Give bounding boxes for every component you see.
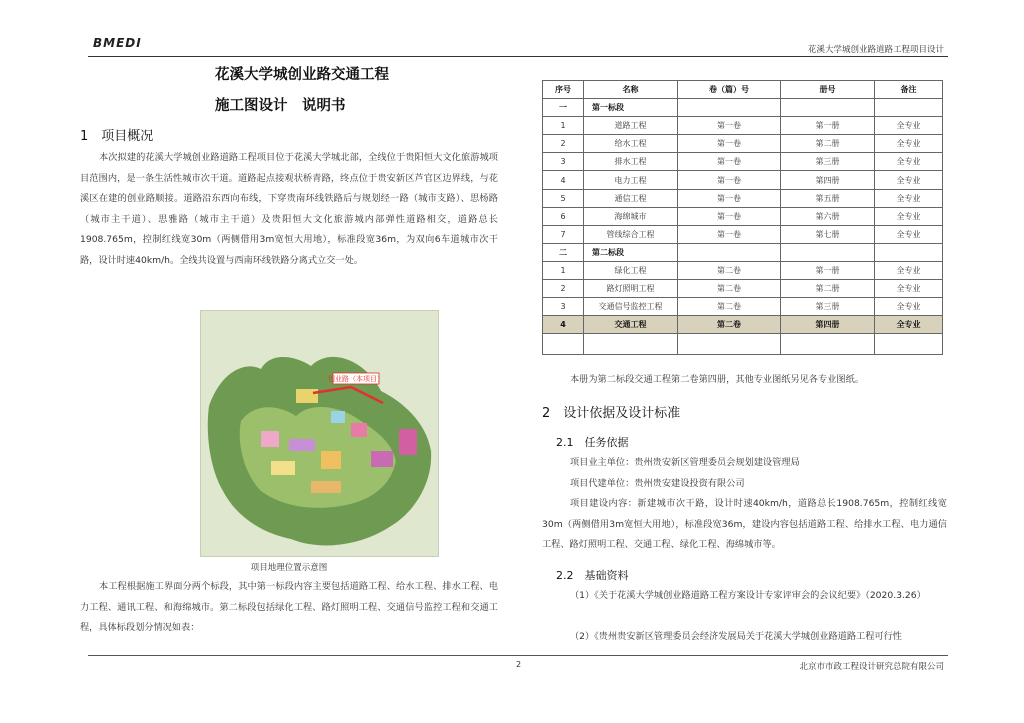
cell-name: 交通信号监控工程 — [584, 298, 678, 316]
cell-book: 第一册 — [781, 117, 875, 135]
table-row — [543, 225, 943, 243]
section-1-heading: 1 项目概况 — [80, 129, 154, 144]
bid-section-paragraph: 本工程根据施工界面分两个标段，其中第一标段内容主要包括道路工程、给水工程、排水工程、电力工程、通讯工程、和海绵城市。第二标段包括绿化工程、路灯照明工程、交通信号监控工程和交通工程，具体标段划分情况如表： — [80, 581, 498, 633]
cell-no: 4 — [543, 171, 584, 189]
cell-no: 3 — [543, 298, 584, 316]
table-row — [543, 298, 943, 316]
cell-volume: 第一卷 — [678, 117, 781, 135]
section-2-2-heading: 2.2 基础资料 — [556, 569, 629, 582]
cell-volume: 第一卷 — [678, 153, 781, 171]
cell-no: 1 — [543, 117, 584, 135]
company-logo: BMEDI — [93, 36, 142, 50]
page-number: 2 — [516, 660, 522, 669]
cell-volume: 第二卷 — [678, 261, 781, 279]
table-empty-row — [543, 334, 943, 355]
cell-book: 第三册 — [781, 153, 875, 171]
table-row — [543, 117, 943, 135]
cell-note: 全专业 — [875, 280, 943, 298]
cell-name: 管线综合工程 — [584, 225, 678, 243]
cell-volume: 第二卷 — [678, 280, 781, 298]
cell-no: 2 — [543, 280, 584, 298]
map-graphic — [201, 311, 438, 556]
table-row — [543, 171, 943, 189]
table-group-row — [543, 243, 943, 261]
cell-name: 给水工程 — [584, 135, 678, 153]
cell-volume: 第一卷 — [678, 189, 781, 207]
cell-name: 道路工程 — [584, 117, 678, 135]
group-index: 一 — [543, 99, 584, 117]
reference-1: （1）《关于花溪大学城创业路道路工程方案设计专家评审会的会议纪要》（2020.3.26） — [570, 590, 926, 601]
table-row — [543, 135, 943, 153]
project-overview-paragraph: 本次拟建的花溪大学城创业路道路工程项目位于花溪大学城北部，全线位于贵阳恒大文化旅游城项目范围内，是一条生活性城市次干道。道路起点接观状桥青路，终点位于贵安新区芦官区边界线，与花溪区在建的创业路顺接。道路沿东西向布线，下穿贵南环线铁路后与规划经一路（城市支路）、思杨路（城市主干道）、思雅路（城市主干道）及贵阳恒大文化旅游城内部弹性道路相交，道路总长1908.765m，控制红线宽30m（两侧借用3m宽恒大用地），标准段宽36m，为双向6车道城市次干路，设计时速40km/h。全线共设置与西南环线铁路分离式立交一处。 — [80, 152, 498, 266]
cell-note: 全专业 — [875, 135, 943, 153]
cell-volume: 第一卷 — [678, 207, 781, 225]
table-row — [543, 280, 943, 298]
table-row — [543, 189, 943, 207]
project-owner: 项目业主单位：贵州贵安新区管理委员会规划建设管理局 — [570, 457, 800, 468]
table-row-current — [543, 316, 943, 334]
cell-book: 第四册 — [781, 316, 875, 334]
group-index: 二 — [543, 243, 584, 261]
cell-volume: 第二卷 — [678, 298, 781, 316]
bid-section-table — [542, 80, 943, 355]
cell-no: 4 — [543, 316, 584, 334]
cell-name: 电力工程 — [584, 171, 678, 189]
table-row — [543, 207, 943, 225]
footer-company: 北京市市政工程设计研究总院有限公司 — [799, 662, 944, 672]
cell-name: 排水工程 — [584, 153, 678, 171]
document-subtitle: 施工图设计 说明书 — [215, 97, 346, 114]
th-book: 册号 — [781, 81, 875, 99]
cell-volume: 第一卷 — [678, 135, 781, 153]
cell-note: 全专业 — [875, 225, 943, 243]
header-doc-title: 花溪大学城创业路道路工程项目设计 — [807, 45, 944, 55]
project-content: 项目建设内容：新建城市次干路，设计时速40km/h，道路总长1908.765m，控制红线宽30m（两侧借用3m宽恒大用地），标准段宽36m，建设内容包括道路工程、给排水工程、电力通信工程、路灯照明工程、交通工程、绿化工程、海绵城市等。 — [542, 498, 947, 550]
cell-volume: 第一卷 — [678, 171, 781, 189]
table-row — [543, 261, 943, 279]
header-divider — [88, 56, 948, 57]
section-2-1-heading: 2.1 任务依据 — [556, 436, 629, 449]
cell-no: 2 — [543, 135, 584, 153]
group-name: 第二标段 — [584, 243, 678, 261]
cell-note: 全专业 — [875, 171, 943, 189]
document-title: 花溪大学城创业路交通工程 — [215, 66, 389, 83]
cell-no: 1 — [543, 261, 584, 279]
section-2-heading: 2 设计依据及设计标准 — [542, 406, 681, 421]
cell-note: 全专业 — [875, 189, 943, 207]
cell-note: 全专业 — [875, 153, 943, 171]
map-route-label: 创业路（本项目） — [328, 375, 384, 383]
cell-note: 全专业 — [875, 298, 943, 316]
reference-2: （2）《贵州贵安新区管理委员会经济发展局关于花溪大学城创业路道路工程可行性 — [570, 631, 902, 642]
table-header-row — [543, 81, 943, 99]
group-name: 第一标段 — [584, 99, 678, 117]
th-volume: 卷（篇）号 — [678, 81, 781, 99]
cell-book: 第一册 — [781, 261, 875, 279]
table-group-row — [543, 99, 943, 117]
cell-no: 5 — [543, 189, 584, 207]
cell-book: 第四册 — [781, 171, 875, 189]
cell-volume: 第二卷 — [678, 316, 781, 334]
table-note: 本册为第二标段交通工程第二卷第四册，其他专业图纸另见各专业图纸。 — [570, 374, 864, 385]
cell-book: 第五册 — [781, 189, 875, 207]
cell-name: 海绵城市 — [584, 207, 678, 225]
footer-divider — [88, 655, 948, 656]
cell-name: 交通工程 — [584, 316, 678, 334]
cell-name: 通信工程 — [584, 189, 678, 207]
cell-no: 7 — [543, 225, 584, 243]
cell-book: 第七册 — [781, 225, 875, 243]
cell-no: 6 — [543, 207, 584, 225]
cell-book: 第二册 — [781, 135, 875, 153]
table-row — [543, 153, 943, 171]
cell-volume: 第一卷 — [678, 225, 781, 243]
cell-note: 全专业 — [875, 316, 943, 334]
th-index: 序号 — [543, 81, 584, 99]
th-note: 备注 — [875, 81, 943, 99]
cell-no: 3 — [543, 153, 584, 171]
cell-name: 路灯照明工程 — [584, 280, 678, 298]
cell-note: 全专业 — [875, 207, 943, 225]
cell-note: 全专业 — [875, 261, 943, 279]
project-location-map — [200, 310, 439, 557]
cell-book: 第二册 — [781, 280, 875, 298]
project-agent: 项目代建单位：贵州贵安建设投资有限公司 — [570, 478, 745, 489]
cell-book: 第三册 — [781, 298, 875, 316]
cell-note: 全专业 — [875, 117, 943, 135]
cell-book: 第六册 — [781, 207, 875, 225]
cell-name: 绿化工程 — [584, 261, 678, 279]
map-caption: 项目地理位置示意图 — [250, 563, 328, 573]
th-name: 名称 — [584, 81, 678, 99]
